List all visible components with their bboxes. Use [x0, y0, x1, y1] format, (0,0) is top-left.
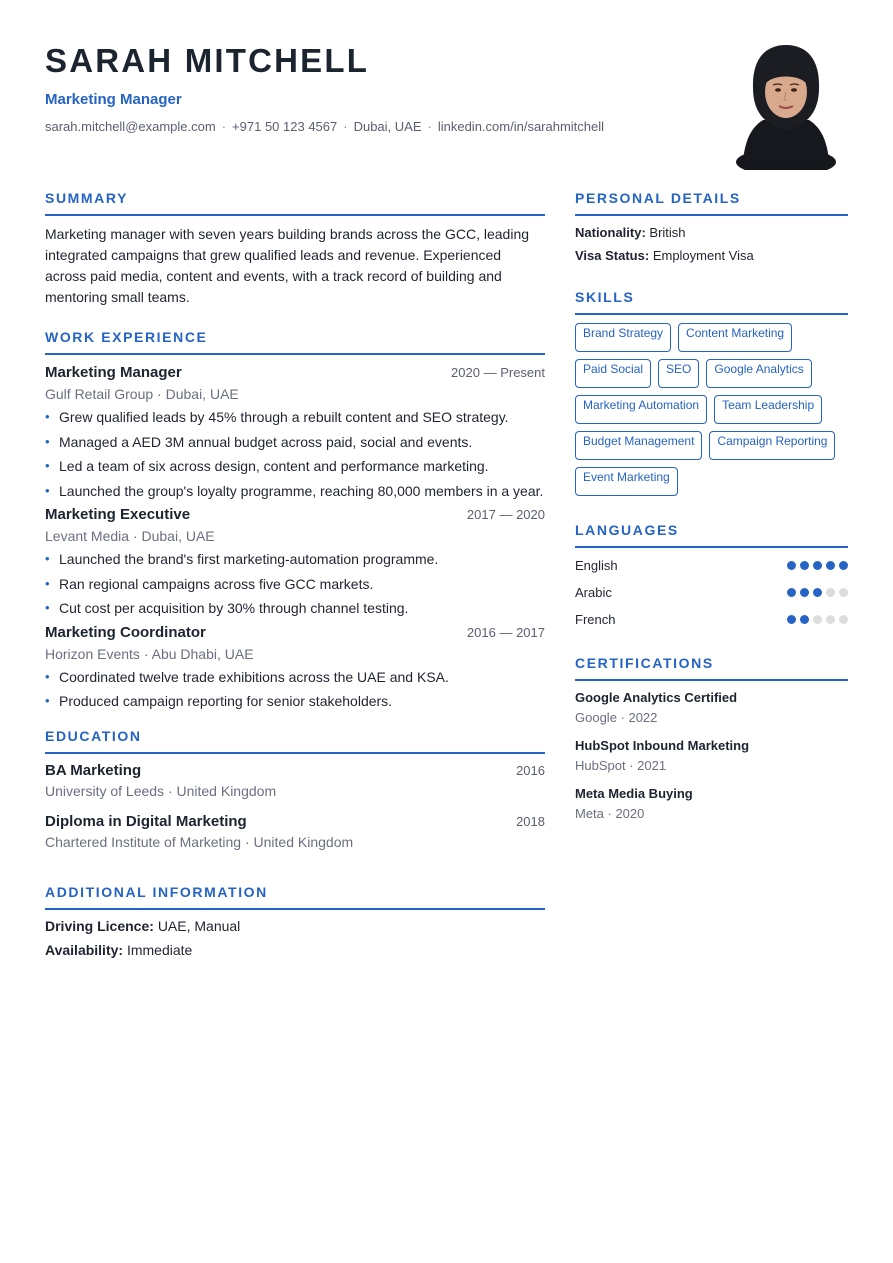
job-org: Levant Media · Dubai, UAE — [45, 528, 215, 544]
level-dot-filled — [787, 588, 796, 597]
profile-photo — [733, 40, 839, 170]
personal-item — [575, 225, 848, 240]
level-dot-filled — [800, 561, 809, 570]
education-entry — [45, 813, 545, 850]
language-name: English — [575, 558, 618, 573]
skills-title: SKILLS — [575, 289, 848, 315]
level-dot-filled — [787, 615, 796, 624]
certification-name: Meta Media Buying — [575, 786, 693, 801]
languages-list — [575, 556, 848, 629]
personal-value: British — [649, 225, 686, 240]
education-degree: BA Marketing — [45, 762, 142, 779]
job-dates: 2020 — Present — [451, 365, 545, 380]
language-name: Arabic — [575, 585, 612, 600]
skill-chip: SEO — [658, 359, 699, 388]
job-bullet: • Led a team of six across design, content and performance marketing. — [45, 457, 545, 475]
additional-title: ADDITIONAL INFORMATION — [45, 884, 545, 910]
personal-item — [575, 248, 848, 263]
skill-chip: Campaign Reporting — [709, 431, 835, 460]
job-bullet: • Grew qualified leads by 45% through a rebuilt content and SEO strategy. — [45, 408, 545, 426]
level-dot-filled — [787, 561, 796, 570]
level-dot-filled — [800, 588, 809, 597]
skill-chip: Team Leadership — [714, 395, 822, 424]
language-level — [787, 615, 848, 624]
job-bullet: • Ran regional campaigns across five GCC markets. — [45, 575, 545, 593]
job-org: Horizon Events · Abu Dhabi, UAE — [45, 645, 254, 662]
job-dates: 2017 — 2020 — [466, 507, 545, 522]
additional-label: Availability: — [45, 942, 124, 958]
summary-text: Marketing manager with seven years building brands across the GCC, leading integrated campaigns that grew qualified leads and revenue. Experienced across paid media, content and events, with a track record of building and mentoring small teams. — [45, 226, 530, 305]
skill-chip: Google Analytics — [706, 359, 811, 388]
certification-entry — [575, 786, 848, 821]
additional-value: Immediate — [126, 942, 193, 958]
education-org: University of Leeds · United Kingdom — [45, 783, 277, 799]
contact-location: Dubai, UAE — [353, 119, 422, 134]
certification-meta: Google · 2022 — [575, 710, 658, 725]
contact-linkedin: linkedin.com/in/sarahmitchell — [437, 119, 605, 134]
language-level — [787, 561, 848, 570]
language-row — [575, 610, 848, 629]
level-dot-empty — [826, 588, 835, 597]
additional-label: Driving Licence: — [45, 918, 154, 934]
additional-item — [45, 918, 545, 934]
additional-item — [45, 942, 545, 958]
candidate-name: SARAH MITCHELL — [45, 42, 370, 79]
left-column — [45, 190, 545, 958]
job-bullet: • Cut cost per acquisition by 30% through channel testing. — [45, 599, 545, 617]
level-dot-filled — [813, 561, 822, 570]
personal-value: Employment Visa — [652, 248, 754, 263]
contact-separator: · — [343, 119, 348, 134]
personal-label: Visa Status: — [575, 248, 650, 263]
personal-title: PERSONAL DETAILS — [575, 190, 848, 216]
level-dot-empty — [839, 588, 848, 597]
education-org: Chartered Institute of Marketing · United Kingdom — [45, 834, 354, 850]
education-title: EDUCATION — [45, 728, 545, 754]
education-degree: Diploma in Digital Marketing — [45, 813, 247, 830]
experience-title: WORK EXPERIENCE — [45, 329, 545, 355]
job-entry — [45, 506, 545, 617]
level-dot-empty — [826, 615, 835, 624]
level-dot-filled — [813, 588, 822, 597]
job-entry — [45, 624, 545, 711]
job-entry — [45, 364, 545, 500]
skill-chip: Event Marketing — [575, 467, 678, 496]
contact-email: sarah.mitchell@example.com — [45, 119, 216, 134]
job-bullet: • Coordinated twelve trade exhibitions across the UAE and KSA. — [45, 668, 545, 686]
job-bullet: • Managed a AED 3M annual budget across paid, social and events. — [45, 433, 545, 451]
certification-meta: Meta · 2020 — [575, 806, 645, 821]
certification-name: Google Analytics Certified — [575, 690, 738, 705]
level-dot-empty — [813, 615, 822, 624]
skill-chip: Budget Management — [575, 431, 702, 460]
skill-chip: Content Marketing — [678, 323, 792, 352]
job-bullet: • Launched the group's loyalty programme, reaching 80,000 members in a year. — [45, 482, 545, 500]
certification-meta: HubSpot · 2021 — [575, 758, 667, 773]
job-dates: 2016 — 2017 — [466, 624, 545, 640]
contact-separator: · — [427, 119, 432, 134]
job-bullet: • Produced campaign reporting for senior stakeholders. — [45, 692, 545, 710]
skill-chip: Paid Social — [575, 359, 651, 388]
certification-entry — [575, 690, 848, 725]
education-entry — [45, 762, 545, 799]
contact-phone: +971 50 123 4567 — [232, 119, 338, 134]
language-row — [575, 556, 848, 575]
language-name: French — [575, 612, 616, 627]
personal-label: Nationality: — [575, 225, 646, 240]
education-year: 2016 — [516, 763, 545, 778]
job-title: Marketing Manager — [45, 364, 182, 381]
job-title: Marketing Executive — [45, 506, 191, 523]
job-title: Marketing Coordinator — [45, 623, 206, 641]
level-dot-filled — [839, 561, 848, 570]
level-dot-empty — [839, 615, 848, 624]
additional-value: UAE, Manual — [157, 918, 241, 934]
language-row — [575, 583, 848, 602]
certification-name: HubSpot Inbound Marketing — [575, 738, 750, 753]
skill-chip: Marketing Automation — [575, 395, 707, 424]
level-dot-filled — [800, 615, 809, 624]
languages-title: LANGUAGES — [575, 522, 848, 548]
job-bullet: • Launched the brand's first marketing-automation programme. — [45, 550, 545, 568]
skill-chip: Brand Strategy — [575, 323, 671, 352]
candidate-role: Marketing Manager — [45, 91, 182, 108]
summary-title: SUMMARY — [45, 190, 545, 216]
skills-list — [575, 323, 848, 496]
education-year: 2018 — [516, 814, 545, 829]
job-org: Gulf Retail Group · Dubai, UAE — [45, 386, 239, 402]
contact-line — [45, 119, 604, 134]
language-level — [787, 588, 848, 597]
certifications-title: CERTIFICATIONS — [575, 655, 848, 681]
right-column — [575, 190, 848, 821]
level-dot-filled — [826, 561, 835, 570]
certification-entry — [575, 738, 848, 773]
contact-separator: · — [221, 119, 227, 134]
